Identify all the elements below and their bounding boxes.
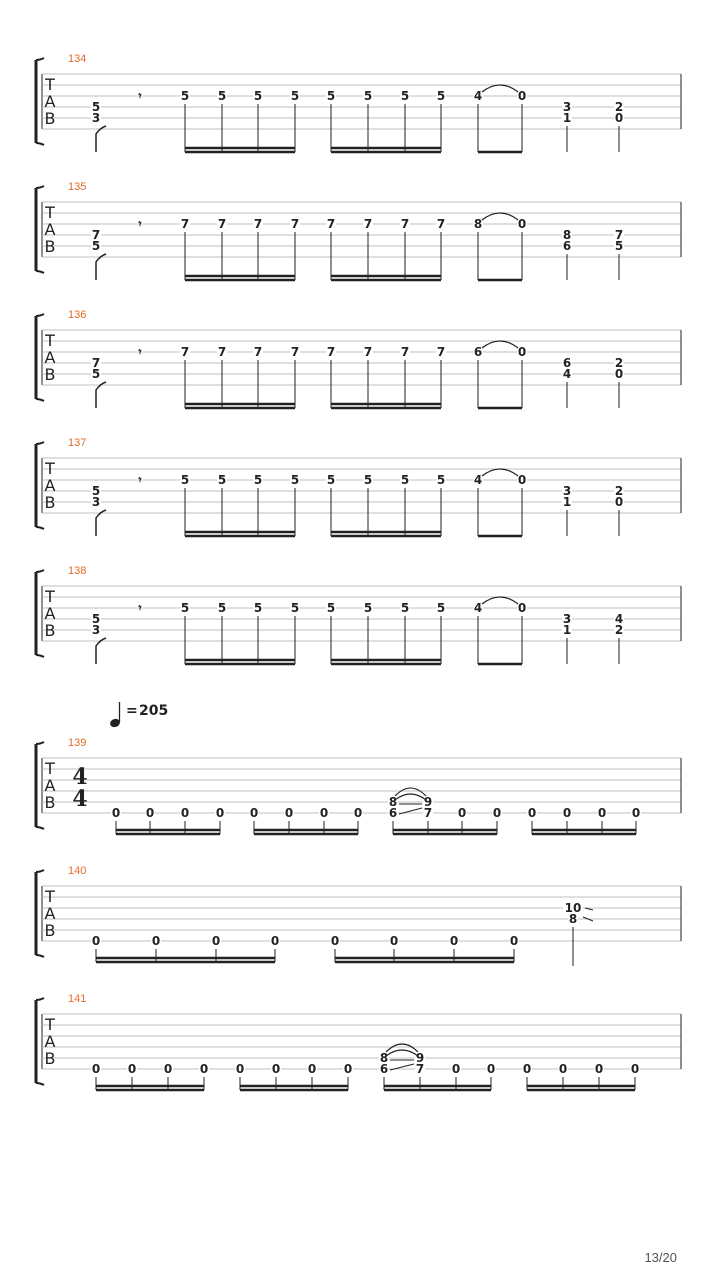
measure-number: 136 <box>68 309 87 321</box>
chord2-bottom: 0 <box>614 111 624 125</box>
run-note: 7 <box>326 217 336 231</box>
open-string-note: 0 <box>270 934 280 948</box>
tab-clef-a: A <box>44 1032 56 1051</box>
tie-arc <box>482 341 518 348</box>
open-string-note: 0 <box>91 934 101 948</box>
bracket-hook <box>36 527 44 529</box>
open-string-note: 0 <box>307 1062 317 1076</box>
open-string-note: 0 <box>111 806 121 820</box>
open-string-note: 0 <box>284 806 294 820</box>
open-string-note: 0 <box>353 806 363 820</box>
bracket-hook <box>36 827 44 829</box>
run-note: 5 <box>253 473 263 487</box>
open-string-note: 0 <box>522 1062 532 1076</box>
tab-clef-b: B <box>44 365 56 384</box>
chord1-top: 6 <box>562 356 572 370</box>
bracket-hook <box>36 742 44 744</box>
time-signature-bottom: 4 <box>72 786 88 812</box>
chord2-bottom: 0 <box>614 367 624 381</box>
run-note: 5 <box>400 601 410 615</box>
run-note: 7 <box>290 345 300 359</box>
bracket-hook <box>36 955 44 957</box>
chord-bottom: 8 <box>568 912 578 926</box>
tab-clef-b: B <box>44 109 56 128</box>
open-string-note: 0 <box>558 1062 568 1076</box>
slide-bottom-to: 7 <box>415 1062 425 1076</box>
tie-from: 4 <box>473 473 483 487</box>
tab-clef-a: A <box>44 604 56 623</box>
tab-clef-a: A <box>44 348 56 367</box>
open-string-note: 0 <box>492 806 502 820</box>
tie-from: 6 <box>473 345 483 359</box>
run-note: 5 <box>217 89 227 103</box>
open-string-note: 0 <box>199 1062 209 1076</box>
open-string-note: 0 <box>451 1062 461 1076</box>
slide-top-from: 8 <box>379 1051 389 1065</box>
tie-to: 0 <box>517 217 527 231</box>
tab-clef-t: T <box>45 759 55 778</box>
run-note: 7 <box>217 217 227 231</box>
run-note: 5 <box>290 89 300 103</box>
tab-clef-b: B <box>44 493 56 512</box>
strum-top: 7 <box>91 228 101 242</box>
bracket-hook <box>36 655 44 657</box>
chord2-bottom: 5 <box>614 239 624 253</box>
open-string-note: 0 <box>449 934 459 948</box>
chord1-bottom: 4 <box>562 367 572 381</box>
open-string-note: 0 <box>145 806 155 820</box>
run-note: 5 <box>400 473 410 487</box>
tie-from: 4 <box>473 601 483 615</box>
strum-flag <box>96 382 106 408</box>
tab-clef-t: T <box>45 331 55 350</box>
tie-arc <box>386 1050 418 1056</box>
run-note: 5 <box>180 473 190 487</box>
chord1-bottom: 1 <box>562 111 572 125</box>
run-note: 5 <box>326 601 336 615</box>
bracket-hook <box>36 186 44 188</box>
chord2-bottom: 0 <box>614 495 624 509</box>
page-number: 13/20 <box>644 1250 677 1265</box>
chord2-top: 2 <box>614 100 624 114</box>
chord1-bottom: 1 <box>562 623 572 637</box>
run-note: 5 <box>363 89 373 103</box>
tie-arc <box>386 1044 418 1052</box>
chord2-top: 7 <box>614 228 624 242</box>
run-note: 5 <box>290 473 300 487</box>
open-string-note: 0 <box>527 806 537 820</box>
measure-number: 140 <box>68 865 87 877</box>
tab-clef-t: T <box>45 887 55 906</box>
run-note: 7 <box>363 217 373 231</box>
tab-clef-a: A <box>44 904 56 923</box>
measure-number: 138 <box>68 565 87 577</box>
run-note: 5 <box>253 89 263 103</box>
tie-arc <box>482 85 518 92</box>
eighth-rest-icon: 𝄾 <box>138 473 142 487</box>
run-note: 5 <box>436 601 446 615</box>
open-string-note: 0 <box>91 1062 101 1076</box>
tab-clef-t: T <box>45 1015 55 1034</box>
bracket-hook <box>36 570 44 572</box>
tie-arc <box>482 597 518 604</box>
bracket-hook <box>36 271 44 273</box>
chord1-top: 8 <box>562 228 572 242</box>
tie-arc <box>482 469 518 476</box>
run-note: 7 <box>253 217 263 231</box>
tie-from: 8 <box>473 217 483 231</box>
tempo-bpm: 205 <box>139 703 169 719</box>
slide-bottom-to: 7 <box>423 806 433 820</box>
chord2-top: 2 <box>614 356 624 370</box>
strum-bottom: 3 <box>91 623 101 637</box>
open-string-note: 0 <box>509 934 519 948</box>
slide-bottom-from: 6 <box>388 806 398 820</box>
chord2-top: 4 <box>614 612 624 626</box>
tab-clef-b: B <box>44 921 56 940</box>
time-signature-top: 4 <box>72 764 88 790</box>
tie-to: 0 <box>517 473 527 487</box>
run-note: 7 <box>326 345 336 359</box>
run-note: 5 <box>217 473 227 487</box>
slide-top-from: 8 <box>388 795 398 809</box>
open-string-note: 0 <box>594 1062 604 1076</box>
strum-bottom: 5 <box>91 239 101 253</box>
run-note: 7 <box>180 345 190 359</box>
open-string-note: 0 <box>211 934 221 948</box>
eighth-rest-icon: 𝄾 <box>138 601 142 615</box>
bracket-hook <box>36 314 44 316</box>
chord1-top: 3 <box>562 484 572 498</box>
open-string-note: 0 <box>180 806 190 820</box>
open-string-note: 0 <box>597 806 607 820</box>
run-note: 7 <box>436 345 446 359</box>
open-string-note: 0 <box>630 1062 640 1076</box>
open-string-note: 0 <box>319 806 329 820</box>
tab-clef-t: T <box>45 75 55 94</box>
run-note: 5 <box>363 473 373 487</box>
run-note: 5 <box>436 89 446 103</box>
open-string-note: 0 <box>235 1062 245 1076</box>
bracket-hook <box>36 442 44 444</box>
tab-clef-t: T <box>45 459 55 478</box>
run-note: 7 <box>180 217 190 231</box>
open-string-note: 0 <box>127 1062 137 1076</box>
tab-clef-t: T <box>45 203 55 222</box>
run-note: 5 <box>363 601 373 615</box>
chord2-bottom: 2 <box>614 623 624 637</box>
strum-top: 5 <box>91 612 101 626</box>
open-string-note: 0 <box>343 1062 353 1076</box>
tab-clef-a: A <box>44 220 56 239</box>
eighth-rest-icon: 𝄾 <box>138 217 142 231</box>
strum-flag <box>96 510 106 536</box>
run-note: 7 <box>363 345 373 359</box>
slide-top-to: 9 <box>423 795 433 809</box>
slide-top-to: 9 <box>415 1051 425 1065</box>
strum-flag <box>96 638 106 664</box>
bracket-hook <box>36 399 44 401</box>
open-string-note: 0 <box>389 934 399 948</box>
chord1-top: 3 <box>562 100 572 114</box>
tempo-equals: = <box>126 703 138 719</box>
tab-clef-t: T <box>45 587 55 606</box>
strum-bottom: 5 <box>91 367 101 381</box>
run-note: 5 <box>290 601 300 615</box>
strum-flag <box>96 126 106 152</box>
open-string-note: 0 <box>271 1062 281 1076</box>
tab-clef-b: B <box>44 621 56 640</box>
run-note: 7 <box>436 217 446 231</box>
bracket-hook <box>36 998 44 1000</box>
tie-arc <box>395 794 426 800</box>
run-note: 5 <box>326 473 336 487</box>
open-string-note: 0 <box>249 806 259 820</box>
tab-clef-a: A <box>44 92 56 111</box>
chord1-top: 3 <box>562 612 572 626</box>
tie-arc <box>395 788 426 796</box>
run-note: 7 <box>290 217 300 231</box>
bracket-hook <box>36 1083 44 1085</box>
run-note: 7 <box>400 217 410 231</box>
open-string-note: 0 <box>215 806 225 820</box>
measure-number: 137 <box>68 437 87 449</box>
bracket-hook <box>36 143 44 145</box>
strum-top: 7 <box>91 356 101 370</box>
measure-number: 135 <box>68 181 87 193</box>
run-note: 5 <box>400 89 410 103</box>
tab-clef-b: B <box>44 793 56 812</box>
slide-bottom-from: 6 <box>379 1062 389 1076</box>
run-note: 7 <box>400 345 410 359</box>
tie-to: 0 <box>517 345 527 359</box>
strum-flag <box>96 254 106 280</box>
chord-top: 10 <box>564 901 582 915</box>
strum-bottom: 3 <box>91 111 101 125</box>
open-string-note: 0 <box>330 934 340 948</box>
eighth-rest-icon: 𝄾 <box>138 89 142 103</box>
tie-to: 0 <box>517 89 527 103</box>
measure-number: 139 <box>68 737 87 749</box>
open-string-note: 0 <box>457 806 467 820</box>
strum-top: 5 <box>91 484 101 498</box>
bracket-hook <box>36 870 44 872</box>
open-string-note: 0 <box>151 934 161 948</box>
tie-to: 0 <box>517 601 527 615</box>
chord1-bottom: 1 <box>562 495 572 509</box>
run-note: 5 <box>217 601 227 615</box>
run-note: 5 <box>253 601 263 615</box>
run-note: 5 <box>180 601 190 615</box>
tab-clef-b: B <box>44 1049 56 1068</box>
tab-clef-b: B <box>44 237 56 256</box>
run-note: 7 <box>217 345 227 359</box>
measure-number: 134 <box>68 53 87 65</box>
run-note: 7 <box>253 345 263 359</box>
open-string-note: 0 <box>562 806 572 820</box>
open-string-note: 0 <box>631 806 641 820</box>
measure-number: 141 <box>68 993 87 1005</box>
chord2-top: 2 <box>614 484 624 498</box>
strum-bottom: 3 <box>91 495 101 509</box>
tie-from: 4 <box>473 89 483 103</box>
tab-clef-a: A <box>44 776 56 795</box>
run-note: 5 <box>326 89 336 103</box>
open-string-note: 0 <box>163 1062 173 1076</box>
run-note: 5 <box>180 89 190 103</box>
open-string-note: 0 <box>486 1062 496 1076</box>
eighth-rest-icon: 𝄾 <box>138 345 142 359</box>
bracket-hook <box>36 58 44 60</box>
tab-clef-a: A <box>44 476 56 495</box>
tie-arc <box>482 213 518 220</box>
chord1-bottom: 6 <box>562 239 572 253</box>
run-note: 5 <box>436 473 446 487</box>
strum-top: 5 <box>91 100 101 114</box>
